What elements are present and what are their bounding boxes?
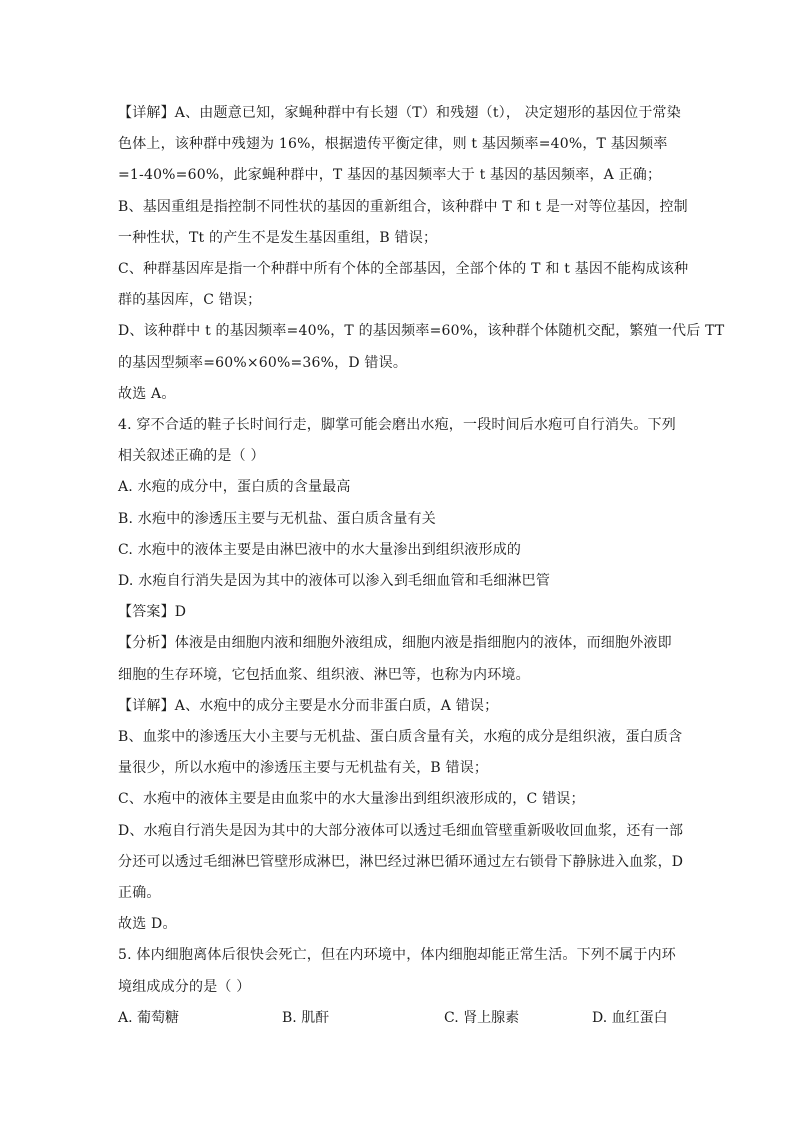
text-line: 一种性状，Tt 的产生不是发生基因重组，B 错误； xyxy=(118,229,438,246)
question-4-option-d: D. 水疱自行消失是因为其中的液体可以渗入到毛细血管和毛细淋巴管 xyxy=(118,573,551,590)
text-line: =1-40%=60%，此家蝇种群中，T 基因的基因频率大于 t 基因的基因频率，A 正确； xyxy=(118,167,662,184)
question-5-stem: 境组成成分的是（ ） xyxy=(118,978,251,995)
text-line: C、种群基因库是指一个种群中所有个体的全部基因，全部个体的 T 和 t 基因不能构成该种 xyxy=(118,261,689,278)
text-line: D、该种群中 t 的基因频率=40%，T 的基因频率=60%，该种群个体随机交配，繁殖一代后 TT xyxy=(118,323,725,340)
analysis-line: 【分析】体液是由细胞内液和细胞外液组成，细胞内液是指细胞内的液体，而细胞外液即 xyxy=(118,635,672,652)
question-4-option-c: C. 水疱中的液体主要是由淋巴液中的水大量渗出到组织液形成的 xyxy=(118,541,522,558)
text-line: 色体上，该种群中残翅为 16%，根据遗传平衡定律，则 t 基因频率=40%，T 基因频率 xyxy=(118,136,668,153)
text-line: 【详解】A、由题意已知，家蝇种群中有长翅（T）和残翅（t）， 决定翅形的基因位于常染 xyxy=(118,105,681,121)
explanation-line: 【详解】A、水疱中的成分主要是水分而非蛋白质，A 错误； xyxy=(118,697,499,714)
explanation-line: D、水疱自行消失是因为其中的大部分液体可以透过毛细血管壁重新吸收回血浆，还有一部 xyxy=(118,822,684,839)
question-4-option-a: A. 水疱的成分中，蛋白质的含量最高 xyxy=(118,479,351,496)
question-4-stem: 相关叙述正确的是（ ） xyxy=(118,448,265,465)
question-5-option-d: D. 血红蛋白 xyxy=(592,1009,668,1026)
explanation-line: 量很少，所以水疱中的渗透压主要与无机盐有关，B 错误； xyxy=(118,760,489,777)
question-4-stem: 4. 穿不合适的鞋子长时间行走，脚掌可能会磨出水疱，一段时间后水疱可自行消失。下列 xyxy=(118,417,677,434)
explanation-line: 正确。 xyxy=(118,885,161,902)
text-line: 的基因型频率=60%×60%=36%，D 错误。 xyxy=(118,354,408,371)
analysis-line: 细胞的生存环境，它包括血浆、组织液、淋巴等，也称为内环境。 xyxy=(118,666,530,683)
question-5-stem: 5. 体内细胞离体后很快会死亡，但在内环境中，体内细胞却能正常生活。下列不属于内环 xyxy=(118,947,677,964)
question-5-option-a: A. 葡萄糖 xyxy=(118,1009,180,1026)
text-line: 故选 A。 xyxy=(118,385,176,402)
answer-line: 【答案】D xyxy=(118,604,187,621)
text-line: 群的基因库，C 错误； xyxy=(118,292,262,309)
question-4-option-b: B. 水疱中的渗透压主要与无机盐、蛋白质含量有关 xyxy=(118,510,436,527)
document-page xyxy=(118,98,725,1034)
explanation-line: 分还可以透过毛细淋巴管壁形成淋巴，淋巴经过淋巴循环通过左右锁骨下静脉进入血浆，D xyxy=(118,853,684,870)
explanation-line: B、血浆中的渗透压大小主要与无机盐、蛋白质含量有关，水疱的成分是组织液，蛋白质含 xyxy=(118,729,683,746)
question-5-options xyxy=(118,1003,678,1034)
text-line: B、基因重组是指控制不同性状的基因的重新组合，该种群中 T 和 t 是一对等位基因，控制 xyxy=(118,198,688,215)
question-5-option-c: C. 肾上腺素 xyxy=(444,1009,520,1026)
question-5-option-b: B. 肌酐 xyxy=(282,1009,330,1026)
conclusion-line: 故选 D。 xyxy=(118,916,177,933)
explanation-line: C、水疱中的液体主要是由血浆中的水大量渗出到组织液形成的，C 错误； xyxy=(118,791,585,808)
